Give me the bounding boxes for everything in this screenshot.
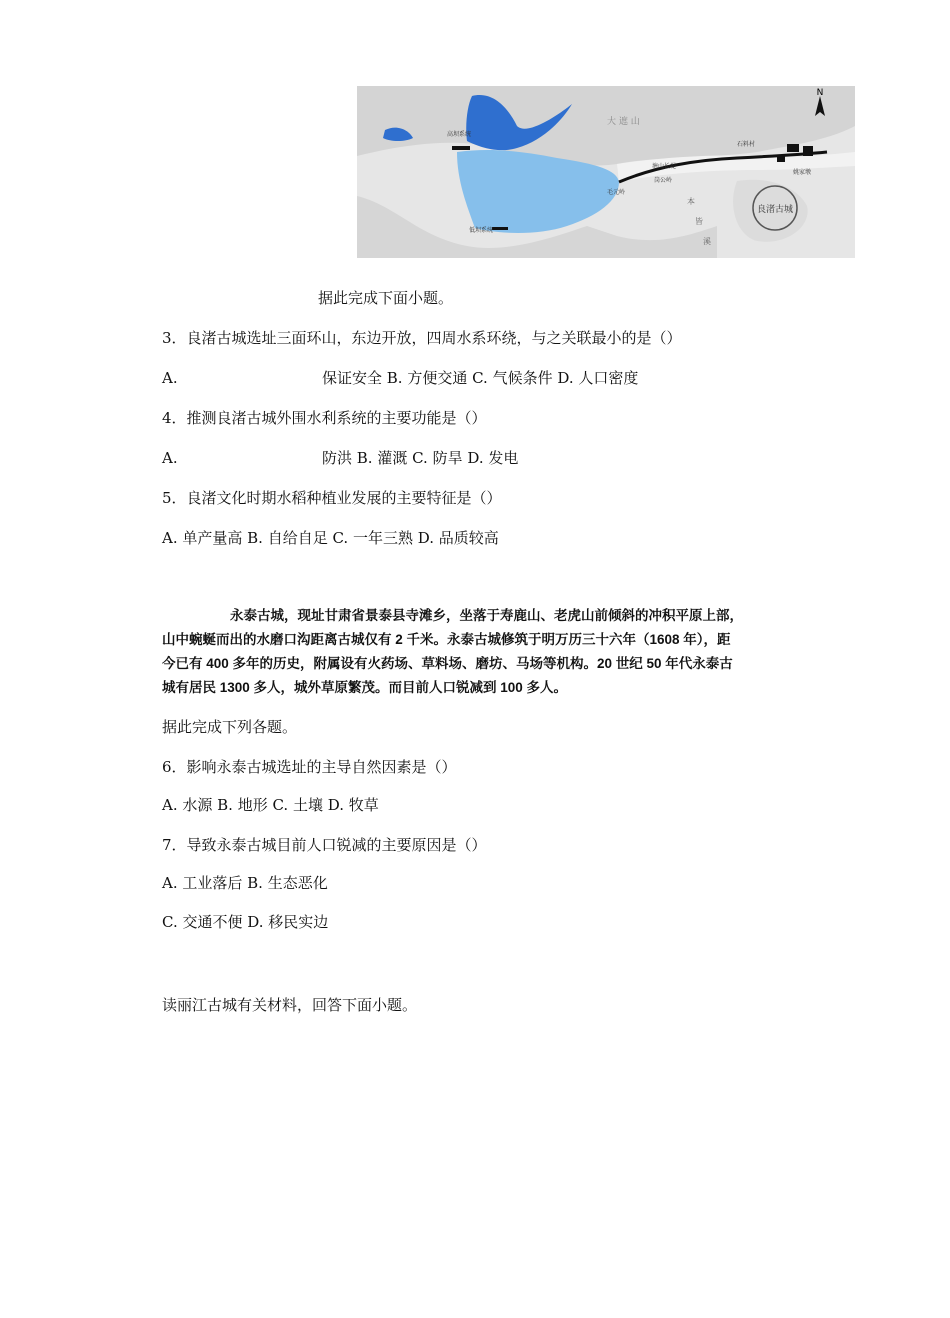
low-dam bbox=[492, 227, 508, 230]
map-label-3: 毛元岭 bbox=[607, 189, 626, 196]
map-label-4: 石料村 bbox=[737, 141, 756, 148]
option-label: A. bbox=[162, 369, 178, 387]
question-4: 4．推测良渚古城外围水利系统的主要功能是（） bbox=[162, 409, 487, 427]
passage-line-3: 今已有 400 多年的历史，附属设有火药场、草料场、磨坊、马场等机构。20 世纪 50 年代永泰古 bbox=[162, 656, 733, 671]
south-char-2: 皆 bbox=[695, 217, 703, 226]
mountain-label: 大 遮 山 bbox=[607, 117, 640, 127]
passage bbox=[162, 604, 790, 700]
village-block-2 bbox=[803, 146, 813, 156]
liangzhu-map bbox=[357, 86, 855, 258]
question-3: 3．良渚古城选址三面环山，东边开放，四周水系环绕，与之关联最小的是（） bbox=[162, 329, 682, 347]
option-text: 防洪 B. 灌溉 C. 防旱 D. 发电 bbox=[322, 449, 519, 467]
option-text: 保证安全 B. 方便交通 C. 气候条件 D. 人口密度 bbox=[322, 369, 639, 387]
high-dam bbox=[452, 146, 470, 150]
map-svg bbox=[357, 86, 855, 258]
question-7-options-2: C. 交通不便 D. 移民实边 bbox=[162, 913, 329, 931]
question-3-options bbox=[162, 368, 638, 388]
passage-text: 永泰古城，现址甘肃省景泰县寺滩乡，坐落于寿鹿山、老虎山前倾斜的冲积平原上部， bbox=[230, 608, 743, 623]
city-label: 良渚古城 bbox=[757, 205, 794, 215]
map-label-5: 姚家墩 bbox=[793, 169, 812, 176]
question-5-options: A. 单产量高 B. 自给自足 C. 一年三熟 D. 品质较高 bbox=[162, 529, 499, 547]
question-7: 7．导致永泰古城目前人口锐减的主要原因是（） bbox=[162, 836, 487, 854]
map-label-2: 岗公岭 bbox=[654, 177, 673, 184]
question-6-options: A. 水源 B. 地形 C. 土壤 D. 牧草 bbox=[162, 796, 379, 814]
north-label: N bbox=[816, 88, 824, 98]
south-char-3: 溪 bbox=[703, 237, 711, 246]
south-char-1: 本 bbox=[687, 197, 695, 206]
option-label: A. bbox=[162, 449, 178, 467]
village-block-1 bbox=[787, 144, 799, 152]
section3-intro: 读丽江古城有关材料，回答下面小题。 bbox=[162, 996, 418, 1014]
question-5: 5．良渚文化时期水稻种植业发展的主要特征是（） bbox=[162, 489, 502, 507]
passage-line-4: 城有居民 1300 多人，城外草原繁茂。而目前人口锐减到 100 多人。 bbox=[162, 680, 568, 695]
map-label-1: 塘山长堤 bbox=[652, 163, 677, 170]
section2-intro: 据此完成下列各题。 bbox=[162, 718, 298, 736]
passage-line-2: 山中蜿蜒而出的水磨口沟距离古城仅有 2 千米。永泰古城修筑于明万历三十六年（1608 年），距 bbox=[162, 632, 731, 647]
village-block-3 bbox=[777, 156, 785, 162]
low-dam-label: 低坝系统 bbox=[469, 227, 494, 234]
question-7-options-1: A. 工业落后 B. 生态恶化 bbox=[162, 874, 328, 892]
section1-intro: 据此完成下面小题。 bbox=[318, 289, 454, 307]
high-dam-label: 高坝系统 bbox=[447, 131, 472, 138]
question-6: 6．影响永泰古城选址的主导自然因素是（） bbox=[162, 758, 457, 776]
passage-line-1 bbox=[162, 604, 790, 628]
question-4-options bbox=[162, 448, 518, 468]
